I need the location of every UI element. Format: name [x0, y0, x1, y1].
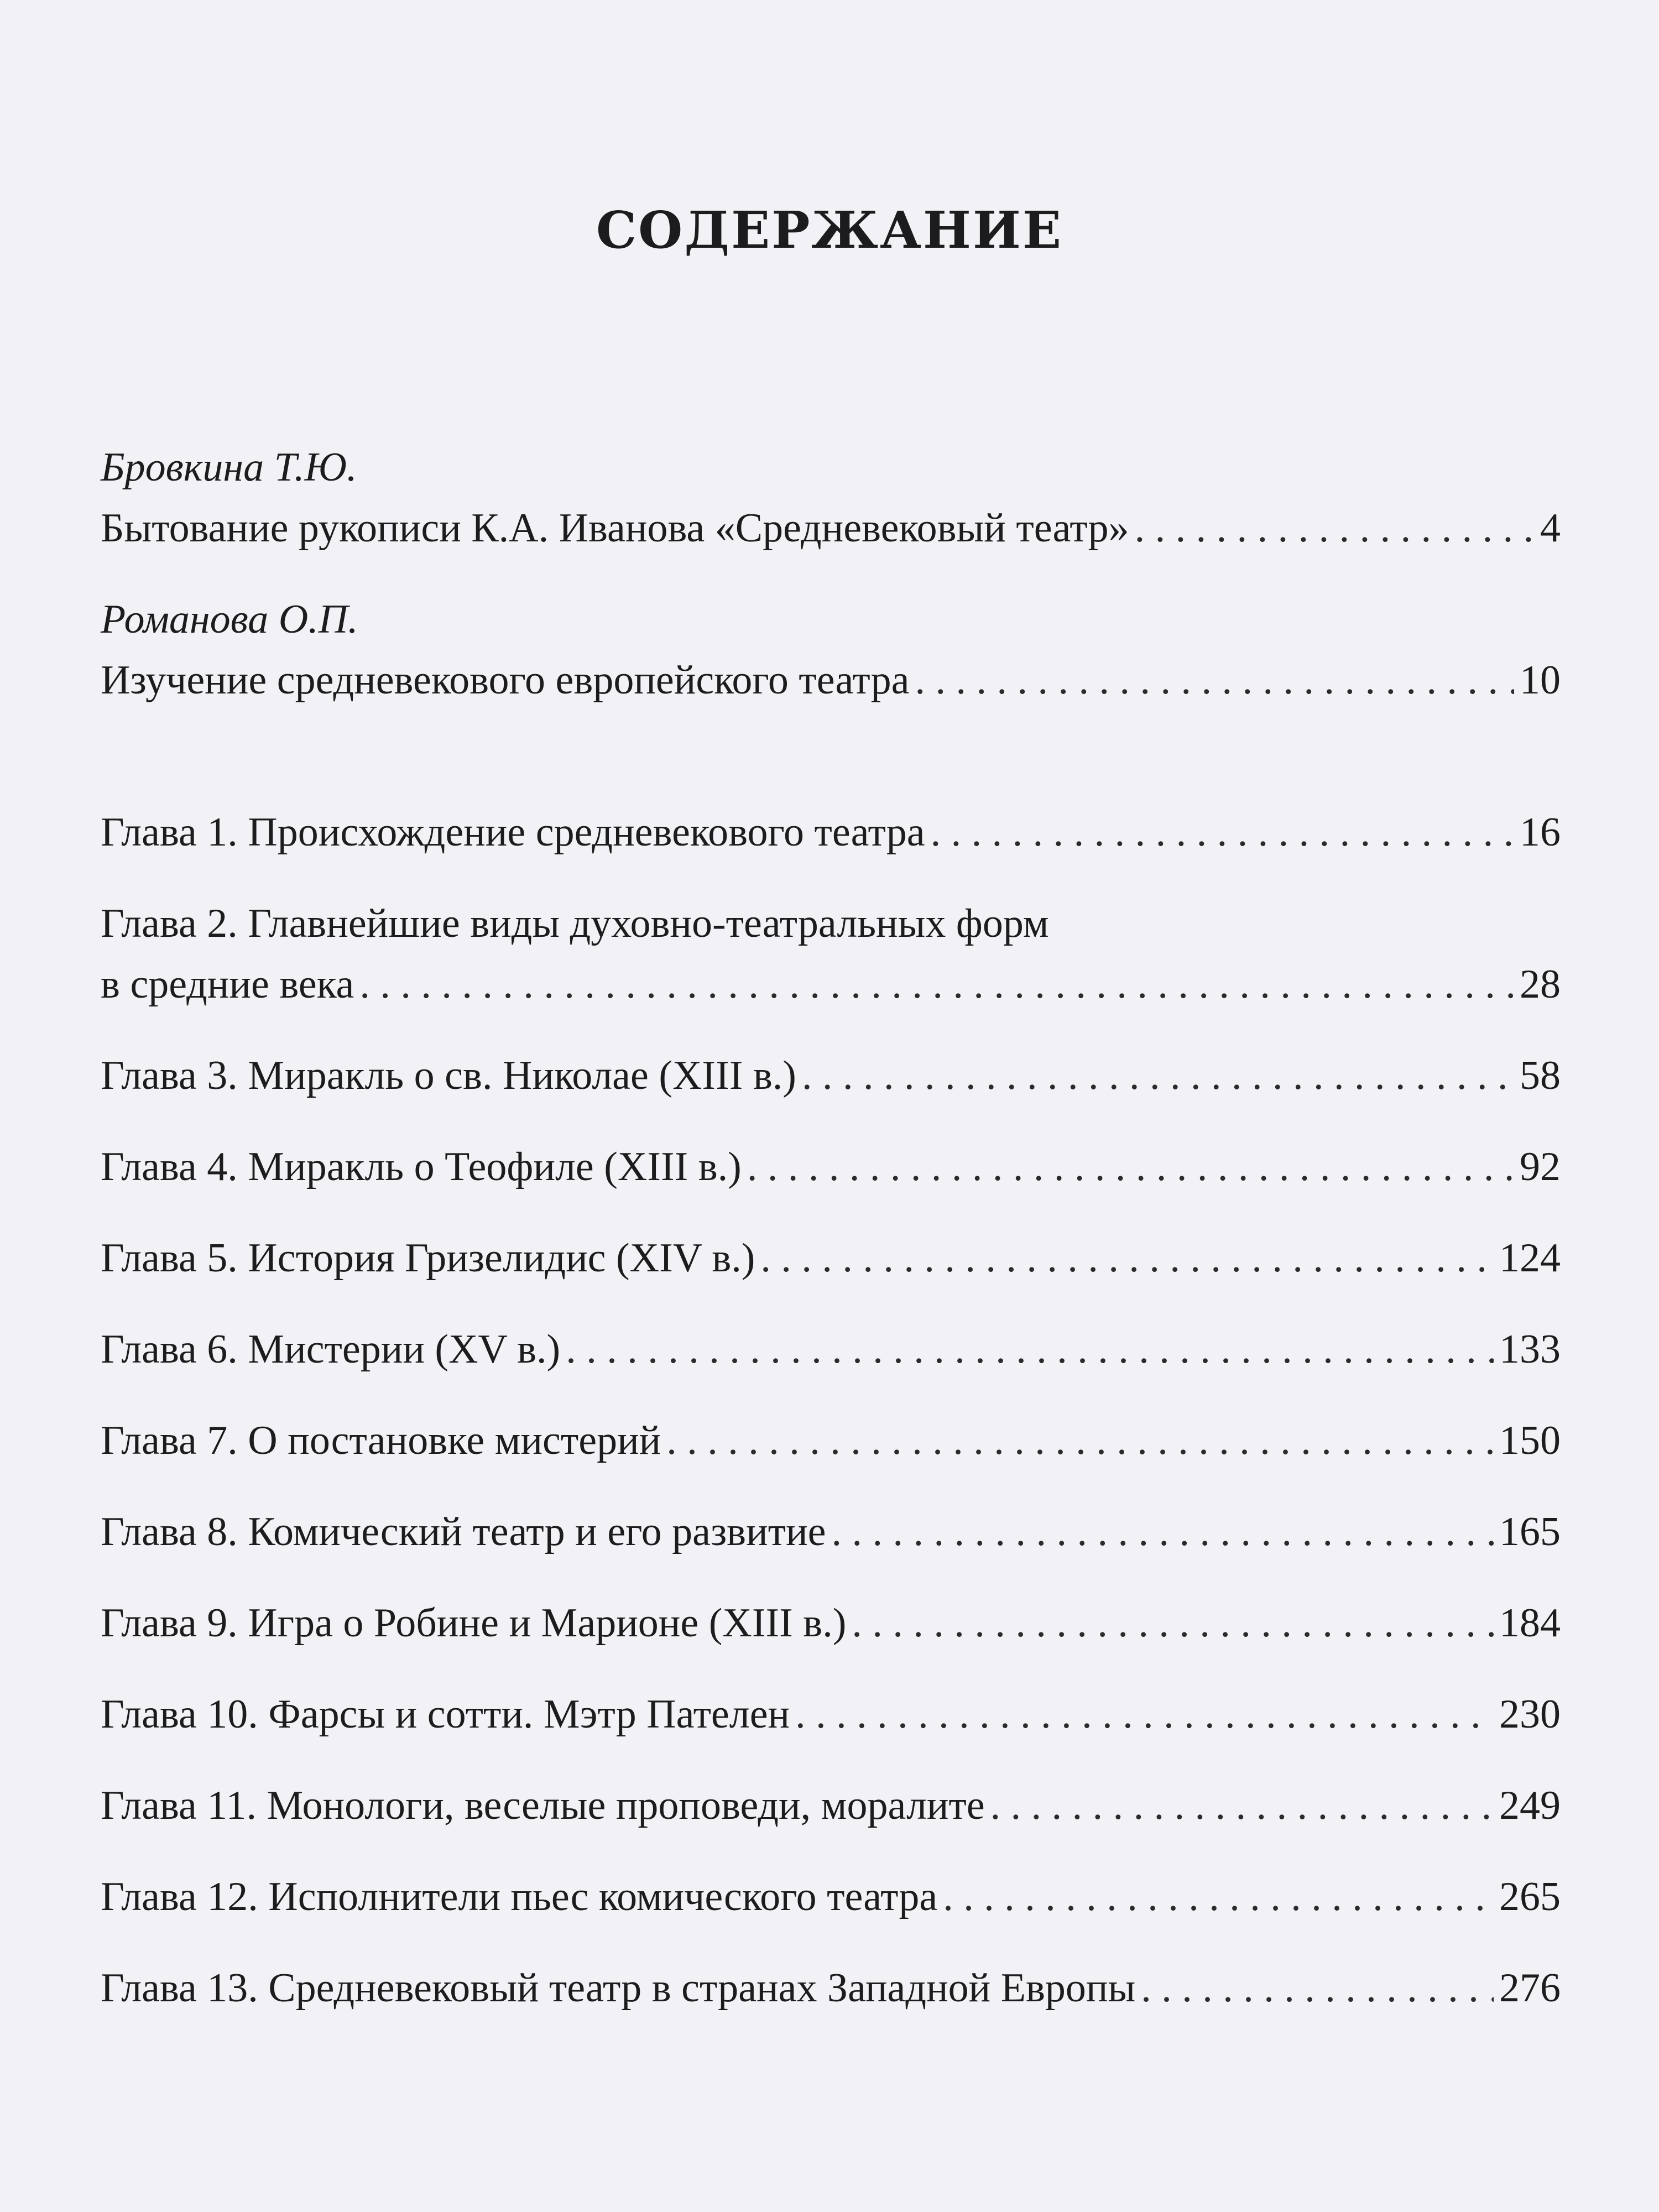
toc-chapter[interactable] [101, 1319, 1561, 1380]
spacer [101, 1471, 1561, 1501]
spacer [101, 863, 1561, 893]
toc-chapter[interactable] [101, 1410, 1561, 1471]
leader-dots [359, 954, 1514, 1015]
toc-chapter-title: Глава 6. Мистерии (XV в.) [101, 1327, 561, 1372]
leader-dots [915, 650, 1514, 711]
toc-chapter[interactable] [101, 1958, 1561, 2018]
toc-chapter-title: Глава 9. Игра о Робине и Марионе (XIII в.) [101, 1600, 847, 1646]
toc-chapter[interactable] [101, 1045, 1561, 1106]
toc-chapter-page: 133 [1499, 1327, 1561, 1372]
toc-chapter[interactable] [101, 1593, 1561, 1653]
toc-chapter-title: Глава 7. О постановке мистерий [101, 1418, 661, 1463]
leader-dots [566, 1319, 1494, 1380]
table-of-contents [101, 437, 1561, 2018]
toc-entry-page: 4 [1540, 505, 1561, 551]
toc-chapter[interactable] [101, 1775, 1561, 1836]
spacer [101, 1015, 1561, 1045]
leader-dots [1135, 498, 1535, 559]
toc-chapter[interactable] [101, 1228, 1561, 1288]
toc-chapter-title: Глава 4. Миракль о Теофиле (XIII в.) [101, 1144, 742, 1190]
toc-author: Бровкина Т.Ю. [101, 445, 357, 490]
toc-chapter-page: 92 [1520, 1144, 1561, 1190]
toc-chapter-title: Глава 8. Комический театр и его развитие [101, 1509, 826, 1554]
toc-chapter-page: 230 [1499, 1692, 1561, 1737]
leader-dots [943, 1866, 1494, 1927]
toc-chapter-title: Глава 13. Средневековый театр в странах Западной Европы [101, 1965, 1136, 2011]
leader-dots [852, 1593, 1494, 1653]
leader-dots [931, 802, 1514, 863]
leader-dots [832, 1501, 1494, 1562]
toc-chapter-page: 58 [1520, 1053, 1561, 1098]
spacer [101, 559, 1561, 589]
spacer [101, 711, 1561, 802]
toc-entry-page: 10 [1520, 658, 1561, 703]
toc-chapter-title: Глава 10. Фарсы и сотти. Мэтр Пателен [101, 1692, 790, 1737]
toc-chapter-page: 150 [1499, 1418, 1561, 1463]
leader-dots [795, 1684, 1494, 1745]
toc-chapter-title: Глава 1. Происхождение средневекового театра [101, 810, 925, 855]
toc-chapter[interactable] [101, 802, 1561, 863]
toc-chapter-page: 184 [1499, 1600, 1561, 1646]
toc-entry-title: Бытование рукописи К.А. Иванова «Средневековый театр» [101, 505, 1129, 551]
toc-chapter-page: 124 [1499, 1235, 1561, 1281]
spacer [101, 1380, 1561, 1410]
toc-chapter-page: 276 [1499, 1965, 1561, 2011]
toc-chapter-page: 265 [1499, 1874, 1561, 1919]
toc-chapter-title: Глава 5. История Гризелидис (XIV в.) [101, 1235, 755, 1281]
spacer [101, 1106, 1561, 1136]
toc-chapter-title: Глава 3. Миракль о св. Николае (XIII в.) [101, 1053, 796, 1098]
spacer [101, 1197, 1561, 1228]
toc-chapter-page: 16 [1520, 810, 1561, 855]
toc-entry[interactable] [101, 650, 1561, 711]
spacer [101, 1562, 1561, 1593]
toc-chapter[interactable] [101, 1136, 1561, 1197]
toc-chapter-page: 249 [1499, 1783, 1561, 1828]
leader-dots [747, 1136, 1514, 1197]
toc-chapter-title: Глава 12. Исполнители пьес комического театра [101, 1874, 938, 1919]
toc-chapter[interactable] [101, 954, 1561, 1015]
spacer [101, 1836, 1561, 1866]
toc-chapter-page: 28 [1520, 962, 1561, 1007]
toc-chapter[interactable] [101, 1501, 1561, 1562]
leader-dots [666, 1410, 1494, 1471]
spacer [101, 1745, 1561, 1775]
toc-chapter-title-line1[interactable]: Глава 2. Главнейшие виды духовно-театральных форм [101, 901, 1049, 946]
page-title: СОДЕРЖАНИЕ [596, 200, 1063, 260]
toc-chapter-title-line2: в средние века [101, 962, 354, 1007]
spacer [101, 1927, 1561, 1958]
spacer [101, 1288, 1561, 1319]
toc-entry[interactable] [101, 498, 1561, 559]
toc-chapter-page: 165 [1499, 1509, 1561, 1554]
leader-dots [760, 1228, 1494, 1288]
toc-chapter-title: Глава 11. Монологи, веселые проповеди, моралите [101, 1783, 985, 1828]
toc-chapter[interactable] [101, 1866, 1561, 1927]
leader-dots [990, 1775, 1494, 1836]
toc-chapter[interactable] [101, 1684, 1561, 1745]
spacer [101, 1653, 1561, 1684]
toc-author: Романова О.П. [101, 597, 358, 642]
toc-entry-title: Изучение средневекового европейского театра [101, 658, 910, 703]
leader-dots [1141, 1958, 1494, 2018]
leader-dots [802, 1045, 1514, 1106]
